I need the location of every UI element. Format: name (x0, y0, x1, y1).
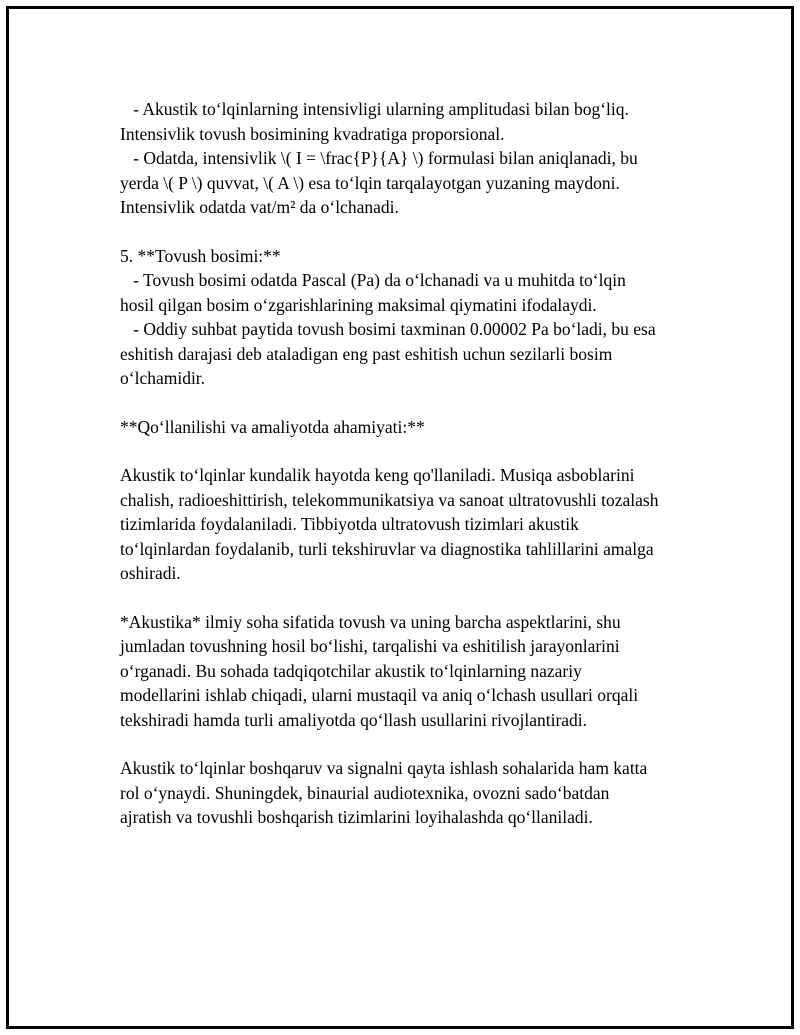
paragraph-everyday-use (120, 463, 680, 586)
paragraph-acoustics-science (120, 610, 680, 733)
text-line: Intensivlik tovush bosimining kvadratiga proporsional. (120, 123, 505, 144)
text-line: Intensivlik odatda vat/m² da o‘lchanadi. (120, 197, 399, 217)
text-line: tizimlarida foydalaniladi. Tibbiyotda ultratovush tizimlari akustik (120, 514, 579, 534)
section-heading: **Qo‘llanilishi va amaliyotda ahamiyati:** (120, 416, 425, 437)
text-line: tekshiradi hamda turli amaliyotda qo‘llash usullarini rivojlantiradi. (120, 709, 588, 730)
text-line: - Odatda, intensivlik \( I = \frac{P}{A} \) formulasi bilan aniqlanadi, bu (120, 148, 638, 168)
document-body (120, 97, 680, 854)
text-line: to‘lqinlardan foydalanib, turli tekshiruvlar va diagnostika tahlillarini amalga (120, 538, 654, 559)
text-line: o‘lchamidir. (120, 368, 206, 388)
text-line: ajratish va tovushli boshqarish tizimlarini loyihalashda qo‘llaniladi. (120, 807, 593, 827)
text-line: eshitish darajasi deb ataladigan eng past eshitish uchun sezilarli bosim (120, 343, 613, 364)
text-line: modellarini ishlab chiqadi, ularni mustaqil va aniq o‘lchash usullari orqali (120, 685, 639, 705)
document-page (6, 6, 794, 1029)
text-line: hosil qilgan bosim o‘zgarishlarining maksimal qiymatini ifodalaydi. (120, 294, 597, 315)
text-line: chalish, radioeshittirish, telekommunikatsiya va sanoat ultratovushli tozalash (120, 489, 659, 510)
text-line: o‘rganadi. Bu sohada tadqiqotchilar akustik to‘lqinlarning nazariy (120, 660, 582, 681)
paragraph-sound-pressure (120, 244, 680, 391)
text-line: - Oddiy suhbat paytida tovush bosimi taxminan 0.00002 Pa bo‘ladi, bu esa (120, 319, 656, 339)
text-line: Akustik to‘lqinlar kundalik hayotda keng qo'llaniladi. Musiqa asboblarini (120, 465, 635, 485)
paragraph-applications-heading (120, 415, 680, 440)
text-line: oshiradi. (120, 563, 181, 583)
paragraph-intensity (120, 97, 680, 220)
text-line: rol o‘ynaydi. Shuningdek, binaurial audiotexnika, ovozni sado‘batdan (120, 782, 610, 803)
text-line: Akustik to‘lqinlar boshqaruv va signalni qayta ishlash sohalarida ham katta (120, 758, 648, 778)
section-heading: 5. **Tovush bosimi:** (120, 245, 281, 266)
paragraph-signal-processing (120, 756, 680, 830)
text-line: jumladan tovushning hosil bo‘lishi, tarqalishi va eshitilish jarayonlarini (120, 636, 620, 656)
text-line: - Tovush bosimi odatda Pascal (Pa) da o‘lchanadi va u muhitda to‘lqin (120, 270, 626, 290)
text-line: *Akustika* ilmiy soha sifatida tovush va uning barcha aspektlarini, shu (120, 611, 621, 632)
text-line: - Akustik to‘lqinlarning intensivligi ularning amplitudasi bilan bog‘liq. (120, 99, 629, 119)
text-line: yerda \( P \) quvvat, \( A \) esa to‘lqin tarqalayotgan yuzaning maydoni. (120, 172, 620, 193)
